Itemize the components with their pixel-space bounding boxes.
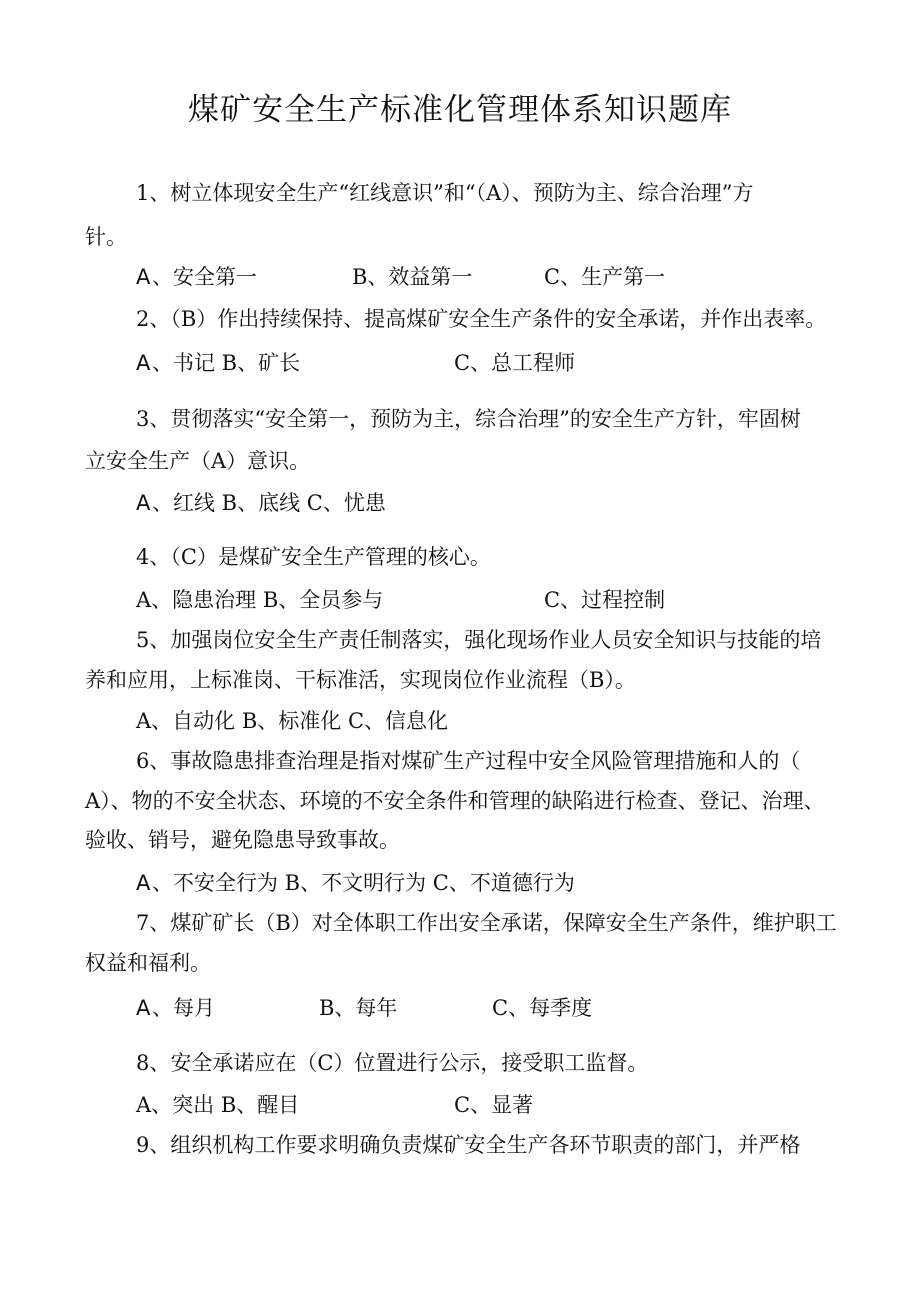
option-a-letter: A xyxy=(136,491,151,515)
option-text: 、红线 B、底线 C、忧患 xyxy=(152,491,386,515)
question-4-line-1: 4、（C）是煤矿安全生产管理的核心。 xyxy=(136,545,491,569)
question-4-options xyxy=(136,585,736,615)
question-7-line-1: 7、煤矿矿长（B）对全体职工作出安全承诺，保障安全生产条件，维护职工 xyxy=(136,911,837,935)
question-8-options xyxy=(136,1090,736,1120)
question-9-line-1: 9、组织机构工作要求明确负责煤矿安全生产各环节职责的部门，并严格 xyxy=(136,1133,801,1157)
option-a-b-text: 、书记 B、矿长 xyxy=(152,351,301,375)
question-3-line-2: 立安全生产（A）意识。 xyxy=(85,449,311,473)
option-a-letter: A xyxy=(136,351,151,375)
option-c: C、过程控制 xyxy=(544,588,666,612)
question-7-options xyxy=(136,993,736,1023)
question-1-line-1: 1、树立体现安全生产“红线意识”和“（A）、预防为主、综合治理”方 xyxy=(136,181,754,205)
question-6-line-3: 验收、销号，避免隐患导致事故。 xyxy=(85,828,400,852)
question-3-line-1: 3、贯彻落实“安全第一，预防为主，综合治理”的安全生产方针，牢固树 xyxy=(136,407,801,431)
option-c: C、显著 xyxy=(454,1093,534,1117)
question-8-line-1: 8、安全承诺应在（C）位置进行公示，接受职工监督。 xyxy=(136,1051,649,1075)
question-6-line-2: A）、物的不安全状态、环境的不安全条件和管理的缺陷进行检查、登记、治理、 xyxy=(85,789,825,813)
question-7-line-2: 权益和福利。 xyxy=(85,951,211,975)
option-c: C、生产第一 xyxy=(544,265,666,289)
option-a-letter: A xyxy=(136,265,151,289)
question-5-line-2: 养和应用，上标准岗、干标准活，实现岗位作业流程（B）。 xyxy=(85,668,636,692)
option-text: 、不安全行为 B、不文明行为 C、不道德行为 xyxy=(152,871,575,895)
question-5-line-1: 5、加强岗位安全生产责任制落实，强化现场作业人员安全知识与技能的培 xyxy=(136,628,822,652)
option-a-letter: A xyxy=(136,871,151,895)
question-5-options: A、自动化 B、标准化 C、信息化 xyxy=(136,709,449,733)
option-c: C、总工程师 xyxy=(454,351,576,375)
question-3-options xyxy=(136,488,736,518)
option-c: C、每季度 xyxy=(492,996,593,1020)
question-6-line-1: 6、事故隐患排查治理是指对煤矿生产过程中安全风险管理措施和人的（ xyxy=(136,749,801,773)
question-6-options xyxy=(136,868,736,898)
option-a-b-text: A、隐患治理 B、全员参与 xyxy=(136,588,384,612)
option-b: B、每年 xyxy=(319,996,398,1020)
question-2-options xyxy=(136,348,736,378)
option-a-letter: A xyxy=(136,996,151,1020)
option-b: B、效益第一 xyxy=(352,265,473,289)
option-a-text: 、安全第一 xyxy=(152,265,257,289)
question-1-options xyxy=(136,262,736,292)
question-2-line-1: 2、（B）作出持续保持、提高煤矿安全生产条件的安全承诺，并作出表率。 xyxy=(136,307,827,331)
option-a-b-text: A、突出 B、醒目 xyxy=(136,1093,300,1117)
option-a-text: 、每月 xyxy=(152,996,215,1020)
question-1-line-2: 针。 xyxy=(85,225,127,249)
document-title: 煤矿安全生产标准化管理体系知识题库 xyxy=(188,92,732,128)
